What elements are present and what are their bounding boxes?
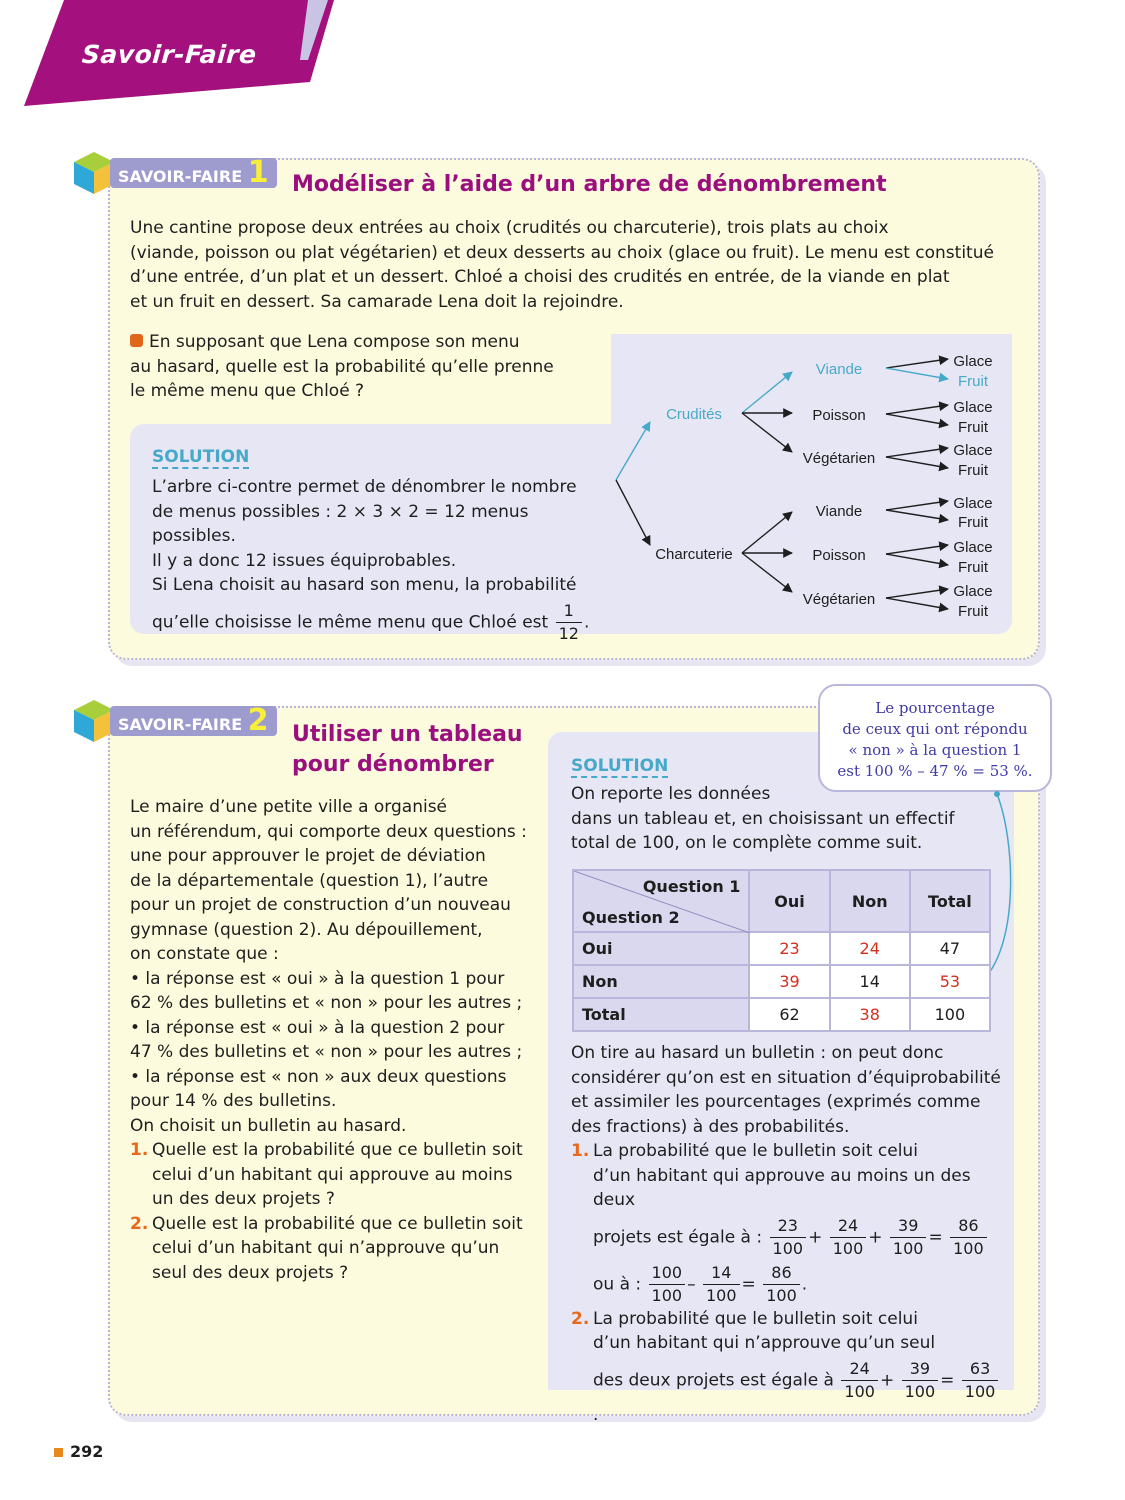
statement-line: pour 14 % des bulletins. (130, 1091, 337, 1111)
fraction: $\frac{39}{100}$ (890, 1215, 927, 1260)
statement-line: gymnase (question 2). Au dépouillement, (130, 919, 483, 940)
table-cell: 100 (910, 998, 990, 1031)
counting-tree (600, 340, 1020, 630)
answer-number: 1. (571, 1141, 590, 1161)
badge-number: 2 (247, 703, 269, 738)
question-line: celui d’un habitant qui approuve au moins (152, 1164, 513, 1185)
callout-line: Le pourcentage (875, 699, 995, 717)
statement-line: Une cantine propose deux entrées au choix (crudités ou charcuterie), trois plats au choix (130, 218, 889, 238)
solution-line: L’arbre ci-contre permet de dénombrer le nombre (152, 477, 577, 497)
tree-dessert: Fruit (958, 514, 988, 531)
statement-line: d’une entrée, d’un plat et un dessert. Chloé a choisi des crudités en entrée, de la viande en plat (130, 267, 950, 287)
fraction: $\frac{63}{100}$ (962, 1358, 999, 1403)
answer-line: La probabilité que le bulletin soit celui (593, 1308, 918, 1329)
question-line: En supposant que Lena compose son menu (149, 332, 520, 352)
tree-dessert: Glace (953, 399, 993, 416)
fraction: $\frac{39}{100}$ (902, 1358, 939, 1403)
column-header: Total (910, 870, 990, 932)
table-cell: 14 (830, 965, 910, 998)
column-header: Non (830, 870, 910, 932)
question-line: un des deux projets ? (152, 1189, 335, 1209)
tree-dessert: Fruit (958, 419, 988, 436)
table-cell: 47 (910, 932, 990, 965)
question-line: Quelle est la probabilité que ce bulletin soit (152, 1140, 523, 1160)
title-line: Utiliser un tableau (292, 722, 523, 747)
table-cell: 38 (830, 998, 910, 1031)
page-title: Savoir-Faire (80, 40, 258, 69)
solution-line: Il y a donc 12 issues équiprobables. (152, 550, 457, 571)
statement-line: 62 % des bulletins et « non » pour les autres ; (130, 993, 523, 1013)
tree-plat: Poisson (812, 407, 866, 424)
answer-number: 2. (571, 1308, 590, 1329)
table-row (573, 998, 990, 1031)
fraction: $\frac{14}{100}$ (703, 1262, 740, 1307)
fraction: $\frac{100}{100}$ (649, 1262, 686, 1307)
tree-dessert: Glace (953, 495, 993, 512)
solution-line: On tire au hasard un bulletin : on peut donc (571, 1043, 944, 1063)
row-header: Oui (573, 932, 749, 965)
question1-header: Question 1 (642, 877, 741, 896)
sf2-statement (130, 795, 540, 1285)
answer-line: d’un habitant qui n’approuve qu’un seul (593, 1333, 936, 1353)
solution-line: dans un tableau et, en choisissant un effectif (571, 808, 955, 829)
answer-line: ou à : (593, 1274, 642, 1294)
tree-plat: Végétarien (802, 450, 876, 467)
answer-fraction: $\frac{1}{12}$ (556, 600, 582, 645)
column-header: Oui (749, 870, 829, 932)
question-line: celui d’un habitant qui n’approuve qu’un (152, 1238, 500, 1258)
table-cell: 62 (749, 998, 829, 1031)
sf1-statement (130, 216, 1010, 314)
statement-line: (viande, poisson ou plat végétarien) et deux desserts au choix (glace ou fruit). Le menu est constitué (130, 242, 994, 263)
table-cell: 39 (749, 965, 829, 998)
question-line: seul des deux projets ? (152, 1262, 349, 1283)
question-line: au hasard, quelle est la probabilité qu’elle prenne (130, 356, 554, 377)
statement-line: un référendum, qui comporte deux questions : (130, 821, 527, 842)
statement-line: • la réponse est « non » aux deux questions (130, 1066, 507, 1087)
tree-plat: Viande (815, 503, 863, 520)
tree-plat: Viande (815, 361, 863, 378)
tree-plat: Végétarien (802, 591, 876, 608)
tree-dessert: Fruit (958, 373, 988, 390)
fraction: $\frac{86}{100}$ (950, 1215, 987, 1260)
callout-line: est 100 % – 47 % = 53 %. (837, 762, 1033, 780)
savoir-faire-2-badge (110, 703, 277, 738)
statement-line: de la départementale (question 1), l’autre (130, 870, 489, 891)
tree-dessert: Fruit (958, 603, 988, 620)
solution-line: total de 100, on le complète comme suit. (571, 833, 923, 853)
tree-dessert: Glace (953, 353, 993, 370)
table-corner-cell (573, 870, 749, 932)
sf2-solution-intro (571, 782, 1001, 856)
statement-line: pour un projet de construction d’un nouveau (130, 895, 511, 915)
solution-line: de menus possibles : 2 × 3 × 2 = 12 menus possibles. (152, 501, 529, 546)
table-row (573, 965, 990, 998)
solution-line: qu’elle choisisse le même menu que Chloé est (152, 612, 549, 632)
statement-line: • la réponse est « oui » à la question 1 pour (130, 968, 505, 989)
row-header: Non (573, 965, 749, 998)
tree-dessert: Glace (953, 539, 993, 556)
statement-line: on constate que : (130, 944, 279, 964)
percentage-callout (818, 684, 1052, 792)
tree-dessert: Glace (953, 583, 993, 600)
sf1-solution-label: SOLUTION (152, 447, 250, 467)
solution-line: des fractions) à des probabilités. (571, 1116, 850, 1137)
savoir-faire-1-title: Modéliser à l’aide d’un arbre de dénombrement (292, 172, 887, 197)
solution-line: considérer qu’on est en situation d’équiprobabilité (571, 1067, 1001, 1088)
row-header: Total (573, 998, 749, 1031)
answer-line: La probabilité que le bulletin soit celui (593, 1141, 918, 1161)
page-number: 292 (70, 1442, 104, 1461)
statement-line: une pour approuver le projet de déviation (130, 846, 486, 866)
tree-entree: Charcuterie (655, 546, 733, 563)
bullet-icon (130, 334, 143, 347)
callout-line: « non » à la question 1 (848, 741, 1022, 759)
callout-line: de ceux qui ont répondu (842, 720, 1028, 738)
table-cell: 23 (749, 932, 829, 965)
question-number: 2. (130, 1213, 149, 1234)
table-row (573, 932, 990, 965)
statement-line: et un fruit en dessert. Sa camarade Lena doit la rejoindre. (130, 291, 624, 312)
tree-entree: Crudités (666, 406, 722, 423)
tree-plat: Poisson (812, 547, 866, 564)
solution-line: On reporte les données (571, 784, 771, 804)
page-number-marker (54, 1448, 63, 1457)
sf1-solution-text: L’arbre ci-contre permet de dénombrer le nombre de menus possibles : 2 × 3 × 2 = 12 menus possibles. Il y a donc 12 issues équiprobables. Si Lena choisit au hasard son menu, la probabilité qu’elle choisisse le même menu que Chloé est $\frac{1}{12}$ . (152, 475, 612, 645)
fraction: $\frac{23}{100}$ (770, 1215, 807, 1260)
question-line: le même menu que Chloé ? (130, 381, 365, 401)
badge-label: SAVOIR-FAIRE (118, 715, 243, 734)
sf2-solution-label: SOLUTION (571, 756, 669, 776)
statement-line: • la réponse est « oui » à la question 2 pour (130, 1017, 505, 1038)
fraction: $\frac{24}{100}$ (841, 1358, 878, 1403)
badge-number: 1 (247, 155, 269, 190)
badge-label: SAVOIR-FAIRE (118, 167, 243, 186)
question-number: 1. (130, 1140, 149, 1160)
question-line: Quelle est la probabilité que ce bulletin soit (152, 1213, 523, 1234)
table-cell: 53 (910, 965, 990, 998)
statement-line: Le maire d’une petite ville a organisé (130, 797, 448, 817)
savoir-faire-1-badge (110, 155, 277, 190)
statement-line: 47 % des bulletins et « non » pour les autres ; (130, 1042, 523, 1062)
answer-line: projets est égale à : (593, 1227, 763, 1247)
tree-dessert: Fruit (958, 462, 988, 479)
tree-dessert: Glace (953, 442, 993, 459)
sf2-solution-body: On tire au hasard un bulletin : on peut donc considérer qu’on est en situation d’équiprobabilité et assimiler les pourcentages (exprimés comme des fractions) à des probabilités. 1. La probabilité que le bulletin soit celui d’un habitant qui approuve au moins un des deux projets est égale à : $\frac{23}{100}$ + $\frac{24}{100}$ + $\frac{39}{100}$ = $\frac{86}{100}$ ou à : $\frac{100}{100}$ – $\frac{14}{100}$ = $\frac{86}{100}$ . 2. La probabilité que le bulletin soit celui d’un habitant qui n’approuve qu’un seul des deux projets est égale à $\frac{24}{100}$ + $\frac{39}{100}$ = $\frac{63}{100}$ . (571, 1041, 1003, 1427)
table-cell: 24 (830, 932, 910, 965)
answer-line: d’un habitant qui approuve au moins un des deux (593, 1165, 971, 1210)
tree-dessert: Fruit (958, 559, 988, 576)
fraction: $\frac{24}{100}$ (830, 1215, 867, 1260)
question2-header: Question 2 (582, 908, 680, 927)
answer-line: des deux projets est égale à (593, 1370, 834, 1390)
statement-line: On choisit un bulletin au hasard. (130, 1115, 407, 1136)
fraction: $\frac{86}{100}$ (763, 1262, 800, 1307)
sf1-question (130, 330, 600, 404)
savoir-faire-2-title (292, 720, 523, 780)
solution-line: Si Lena choisit au hasard son menu, la probabilité (152, 575, 577, 595)
solution-line: et assimiler les pourcentages (exprimés comme (571, 1092, 981, 1112)
referendum-table (572, 869, 991, 1032)
title-line: pour dénombrer (292, 752, 494, 777)
